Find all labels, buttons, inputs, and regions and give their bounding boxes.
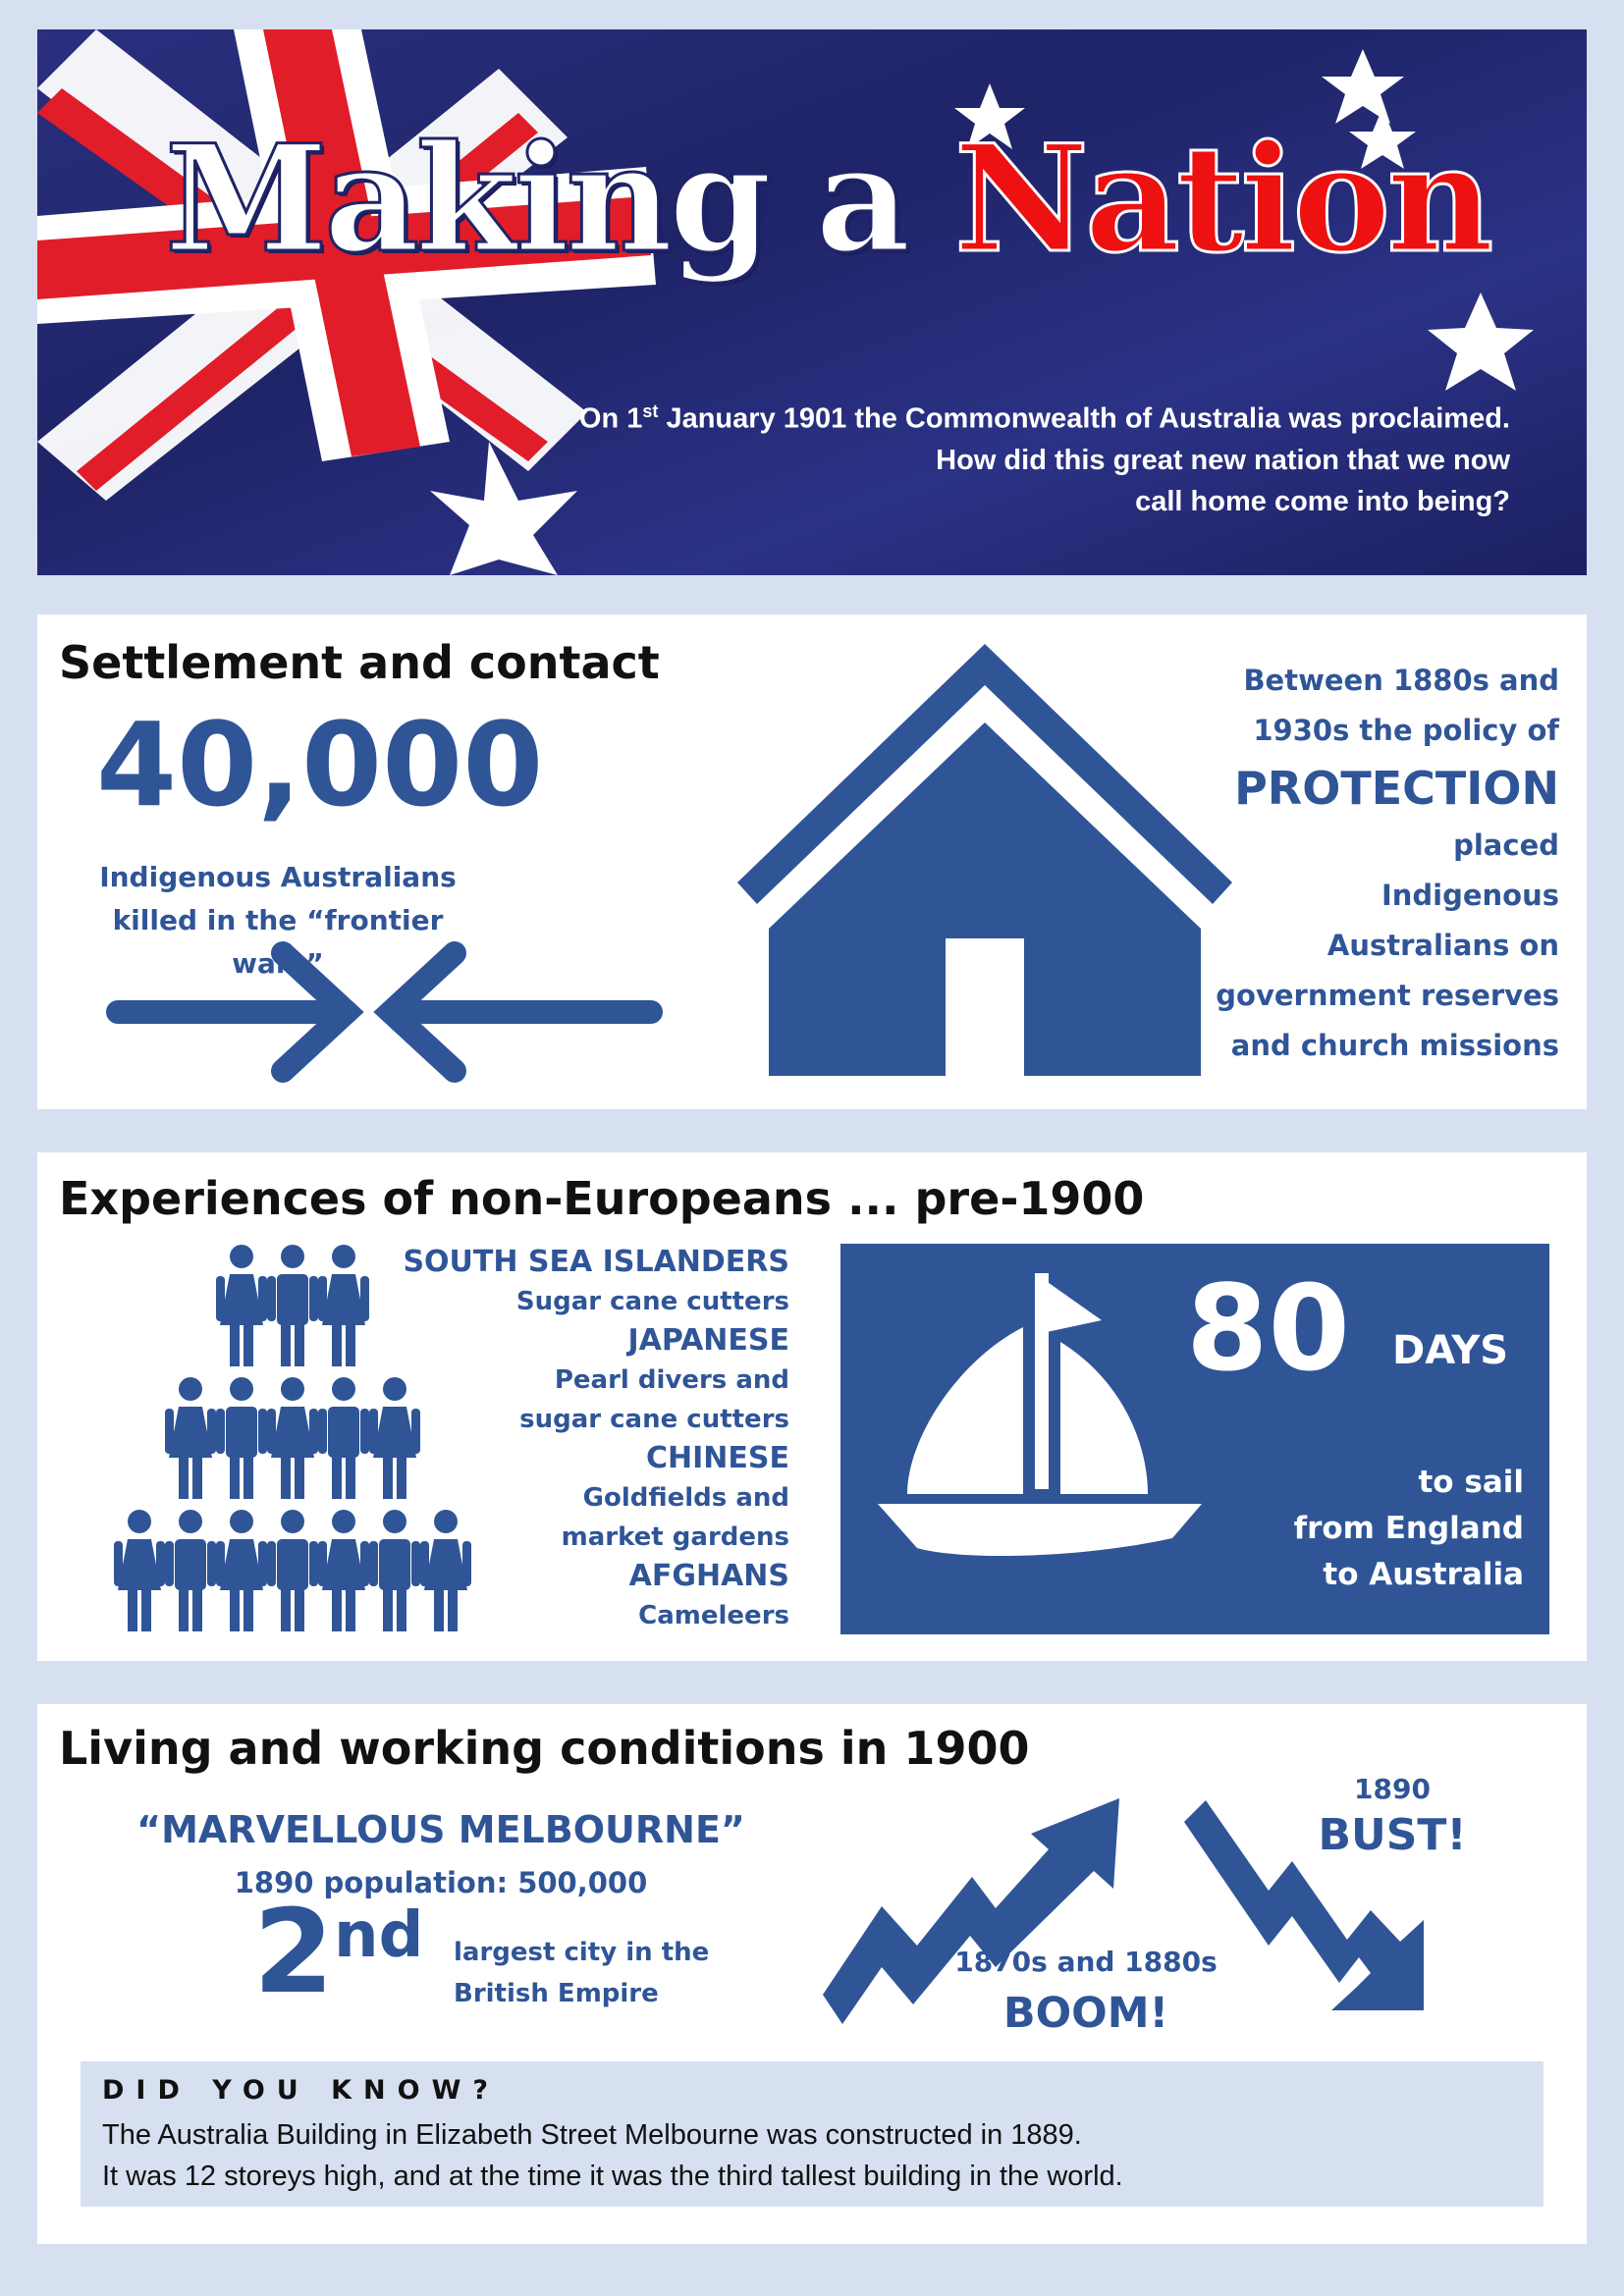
person-icon — [267, 1377, 318, 1499]
bust-year: 1890 — [1354, 1773, 1431, 1805]
title-part-making: Making a — [165, 113, 954, 286]
group-desc: sugar cane cutters — [519, 1405, 789, 1434]
intro-text — [579, 391, 1510, 522]
group-desc: Sugar cane cutters — [515, 1287, 789, 1316]
did-you-know-heading: DID YOU KNOW? — [102, 2075, 501, 2106]
group-desc: Cameleers — [638, 1601, 789, 1630]
person-icon — [165, 1510, 216, 1631]
rank-number: 2 — [253, 1884, 335, 2019]
did-you-know-text: The Australia Building in Elizabeth Street Melbourne was constructed in 1889. It was 12 storeys high, and at the time it was the third tallest building in the world. — [102, 2119, 1123, 2192]
sailboat-icon — [878, 1273, 1231, 1597]
bust-label: BUST! — [1318, 1810, 1467, 1860]
experiences-panel — [37, 1152, 1587, 1661]
star-icon — [1428, 293, 1534, 391]
star-icon — [430, 442, 577, 575]
group-name: SOUTH SEA ISLANDERS — [403, 1245, 789, 1279]
intro-line-2: How did this great new nation that we now — [936, 444, 1510, 476]
group-name: AFGHANS — [628, 1559, 789, 1593]
voyage-caption: to sail from England to Australia — [1293, 1465, 1524, 1592]
intro-line-1: On 1st January 1901 the Commonwealth of Australia was proclaimed. — [578, 401, 1510, 435]
person-icon — [216, 1377, 267, 1499]
boom-label: BOOM! — [1002, 1989, 1169, 2038]
settlement-panel — [37, 614, 1587, 1109]
banner — [37, 29, 1587, 575]
group-desc: market gardens — [561, 1522, 789, 1552]
intro-line-3: call home come into being? — [1135, 485, 1510, 517]
person-icon — [216, 1245, 267, 1366]
voyage-box — [840, 1244, 1549, 1634]
frontier-wars-caption: Indigenous Australians killed in the “frontier wars” — [99, 861, 457, 980]
rank-caption: largest city in the British Empire — [454, 1938, 710, 2008]
marvellous-melbourne-title: “MARVELLOUS MELBOURNE” — [136, 1808, 745, 1851]
person-icon — [114, 1510, 165, 1631]
voyage-days-unit: DAYS — [1392, 1328, 1509, 1373]
boom-years: 1870s and 1880s — [954, 1946, 1218, 1978]
rank-suffix: nd — [334, 1899, 424, 1972]
melbourne-population: 1890 population: 500,000 — [234, 1866, 648, 1899]
group-desc: Pearl divers and — [554, 1365, 789, 1395]
did-you-know-box — [81, 2061, 1543, 2207]
protection-emphasis: PROTECTION — [1234, 762, 1559, 815]
voyage-days-number: 80 — [1186, 1261, 1350, 1398]
page-title — [165, 113, 1490, 286]
settlement-heading: Settlement and contact — [59, 636, 660, 689]
person-icon — [267, 1510, 318, 1631]
person-icon — [165, 1377, 216, 1499]
converging-arrows-icon — [106, 938, 685, 1086]
experiences-heading: Experiences of non-Europeans ... pre-1900 — [59, 1172, 1145, 1225]
title-part-nation: Nation — [953, 113, 1490, 286]
protection-policy-text: Between 1880s and 1930s the policy of PROTECTION placed Indigenous Australians on government reserves and church missions — [1127, 656, 1559, 1071]
person-icon — [216, 1510, 267, 1631]
person-icon — [267, 1245, 318, 1366]
frontier-wars-number: 40,000 — [96, 697, 544, 832]
groups-list — [352, 1243, 789, 1635]
group-name: JAPANESE — [627, 1323, 789, 1358]
group-name: CHINESE — [646, 1441, 789, 1475]
living-heading: Living and working conditions in 1900 — [59, 1722, 1030, 1775]
group-desc: Goldfields and — [582, 1483, 789, 1513]
